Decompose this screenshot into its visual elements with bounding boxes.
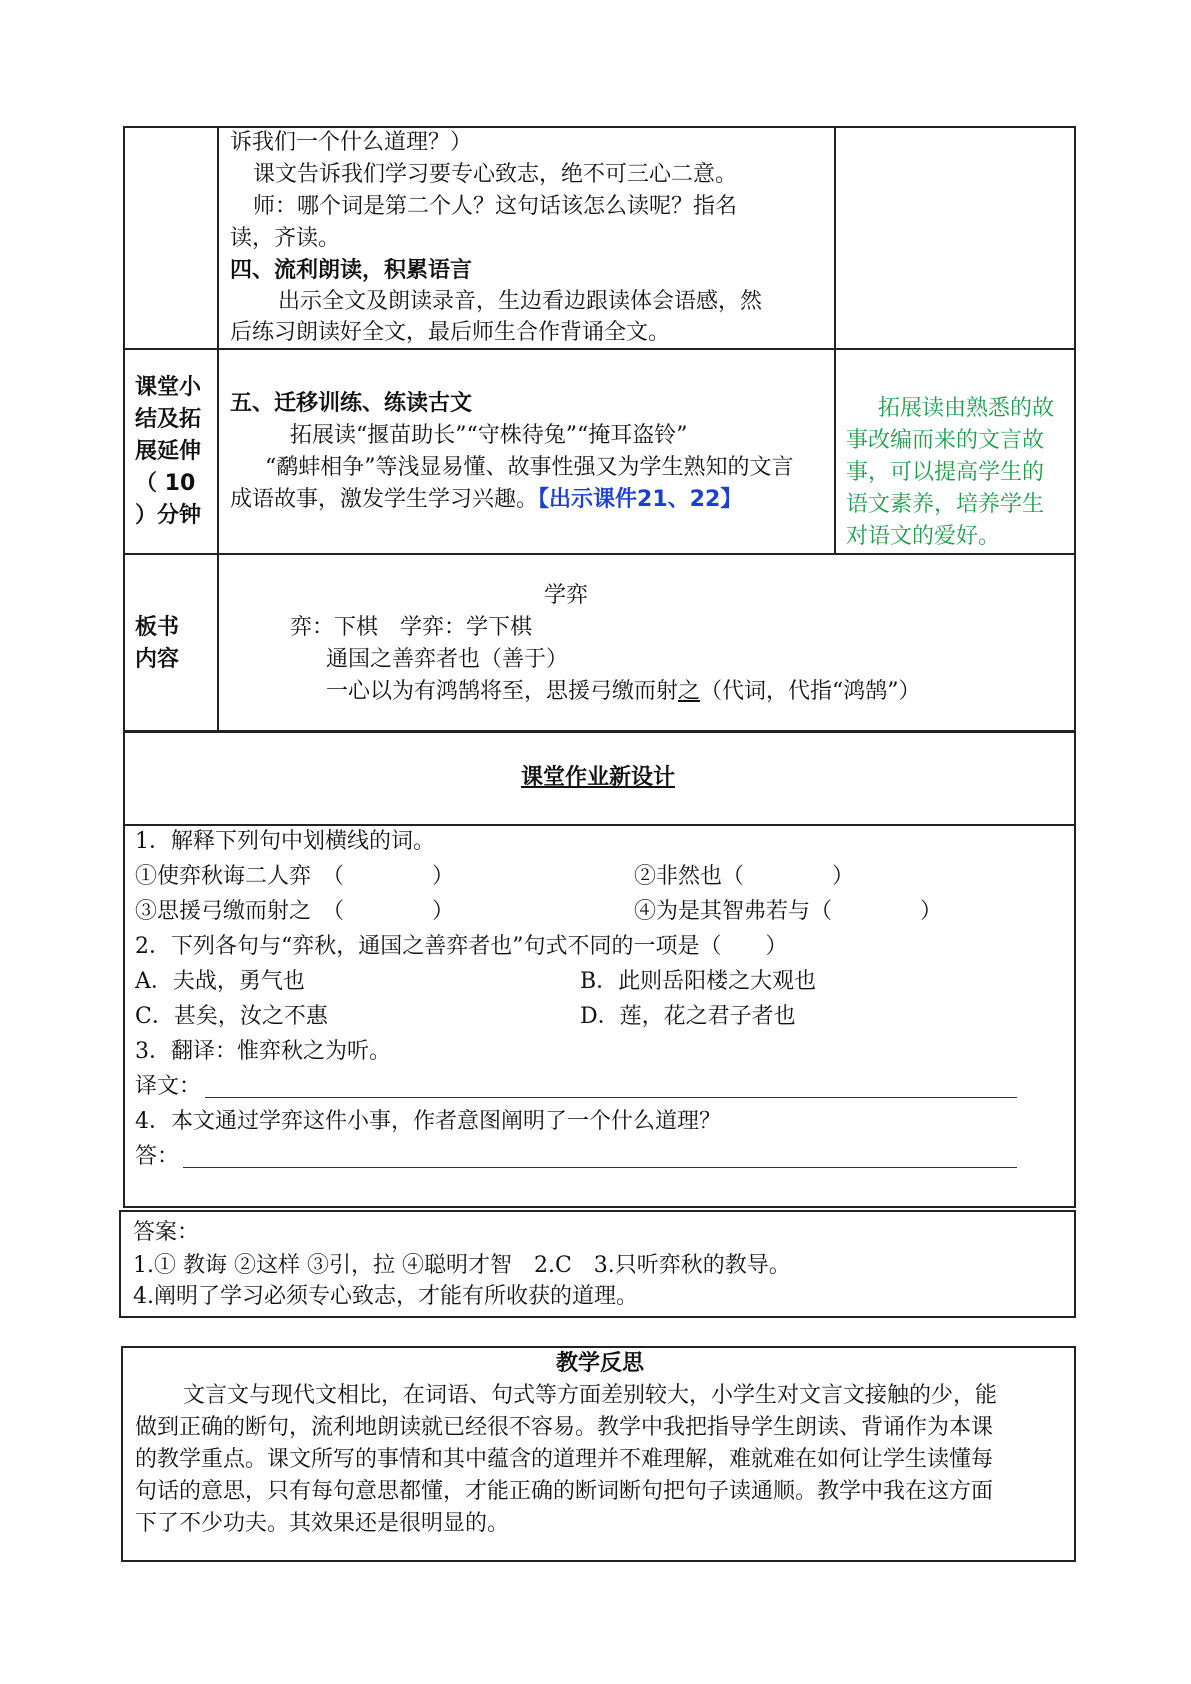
courseware-tag: 【出示课件21、22】	[538, 487, 743, 512]
question-item: ①使弈秋诲二人弈 （ ）	[135, 864, 455, 889]
board-line: 弈：下棋 学弈：学下棋	[290, 615, 533, 640]
answers-line: 1.① 教诲 ②这样 ③引，拉 ④聪明才智 2.C 3.只听弈秋的教导。	[133, 1253, 791, 1278]
paragraph-line	[230, 484, 742, 516]
continuation-line: 读，齐读。	[230, 226, 341, 251]
row-label: （ 10	[135, 471, 196, 496]
board-title: 学弈	[544, 583, 589, 608]
table-divider	[217, 126, 219, 732]
board-line: 通国之善弈者也（善于）	[326, 647, 569, 672]
question-item: ③思援弓缴而射之 （ ）	[135, 899, 455, 924]
paragraph-text: 成语故事，激发学生学习兴趣。	[230, 487, 539, 512]
table-divider	[123, 553, 1076, 555]
board-text: 一心以为有鸿鹄将至，思援弓缴而射	[326, 679, 679, 704]
choice: A．夫战，勇气也	[135, 969, 305, 994]
board-text-underlined: 之	[678, 679, 701, 704]
homework-title: 课堂作业新设计	[521, 765, 676, 790]
question: 4．本文通过学弈这件小事，作者意图阐明了一个什么道理？	[135, 1109, 721, 1134]
question-item: ②非然也（ ）	[634, 864, 855, 889]
continuation-line: 课文告诉我们学习要专心致志，绝不可三心二意。	[253, 162, 738, 187]
table-divider	[834, 126, 836, 554]
teaching-note: 语文素养，培养学生	[846, 492, 1045, 517]
paragraph-line: 拓展读“揠苗助长”“守株待兔”“掩耳盗铃”	[290, 423, 688, 448]
question: 2．下列各句与“弈秋，通国之善弈者也”句式不同的一项是（ ）	[135, 934, 788, 959]
choice: D．莲，花之君子者也	[580, 1004, 796, 1029]
answers-title: 答案：	[133, 1220, 200, 1245]
answer-line	[183, 1167, 1017, 1168]
reflection-line: 的教学重点。课文所写的事情和其中蕴含的道理并不难理解，难就难在如何让学生读懂每	[135, 1447, 994, 1472]
teaching-note: 拓展读由熟悉的故	[878, 396, 1055, 421]
row-label: 展延伸	[135, 439, 202, 464]
continuation-line: 诉我们一个什么道理？）	[230, 130, 473, 155]
row-label: 结及拓	[135, 407, 202, 432]
reflection-line: 做到正确的断句，流利地朗读就已经很不容易。教学中我把指导学生朗读、背诵作为本课	[135, 1415, 994, 1440]
board-text: （代词，代指“鸿鹄”）	[700, 679, 921, 704]
reflection-title: 教学反思	[556, 1351, 645, 1376]
row-label: 内容	[135, 647, 180, 672]
answer-label: 答：	[135, 1144, 180, 1169]
paragraph-line: “鹬蚌相争”等浅显易懂、故事性强又为学生熟知的文言	[265, 455, 794, 480]
teaching-note: 事，可以提高学生的	[846, 460, 1045, 485]
reflection-line: 下了不少功夫。其效果还是很明显的。	[135, 1511, 510, 1536]
question-item: ④为是其智弗若与（ ）	[634, 899, 943, 924]
choice: B．此则岳阳楼之大观也	[580, 969, 817, 994]
answer-label: 译文：	[135, 1074, 202, 1099]
teaching-note: 事改编而来的文言故	[846, 428, 1045, 453]
row-label: 板书	[135, 615, 180, 640]
paragraph-line: 出示全文及朗读录音，生边看边跟读体会语感，然	[278, 289, 763, 314]
row-label: ）分钟	[135, 503, 202, 528]
reflection-line: 文言文与现代文相比，在词语、句式等方面差别较大，小学生对文言文接触的少，能	[183, 1383, 998, 1408]
reflection-line: 句话的意思，只有每句意思都懂，才能正确的断词断句把句子读通顺。教学中我在这方面	[135, 1479, 994, 1504]
paragraph-line: 后练习朗读好全文，最后师生合作背诵全文。	[230, 320, 671, 345]
question: 1．解释下列句中划横线的词。	[135, 829, 435, 854]
answer-line	[205, 1097, 1017, 1098]
board-line	[326, 676, 921, 708]
teaching-note: 对语文的爱好。	[846, 524, 1001, 549]
row-label: 课堂小	[135, 375, 202, 400]
answers-line: 4.阐明了学习必须专心致志，才能有所收获的道理。	[133, 1284, 638, 1309]
section-heading: 四、流利朗读，积累语言	[230, 258, 473, 283]
question: 3．翻译：惟弈秋之为听。	[135, 1039, 391, 1064]
section-heading: 五、迁移训练、练读古文	[230, 391, 473, 416]
continuation-line: 师：哪个词是第二个人？这句话该怎么读呢？指名	[253, 194, 738, 219]
choice: C．甚矣，汝之不惠	[135, 1004, 328, 1029]
